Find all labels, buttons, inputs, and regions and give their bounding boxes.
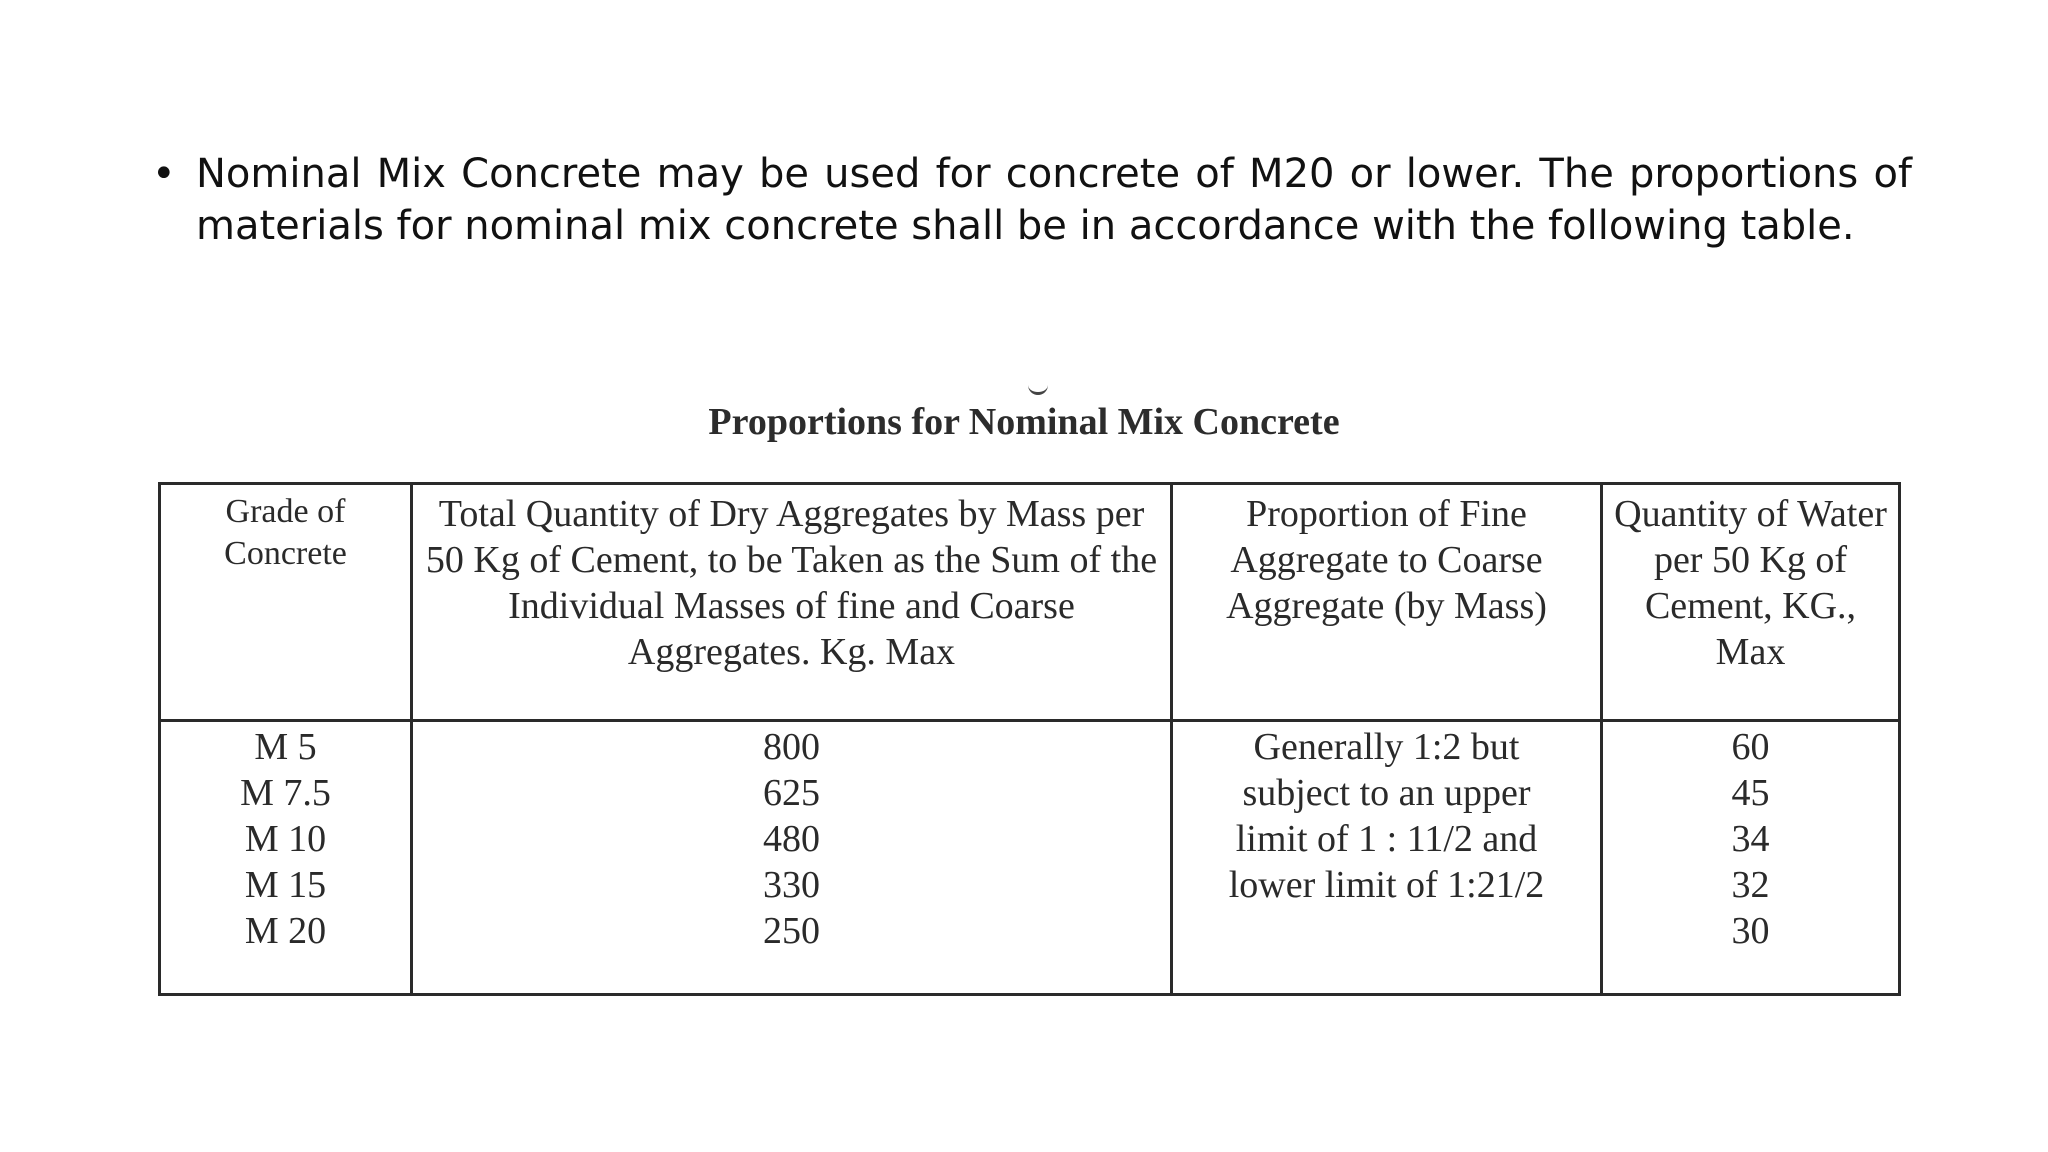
header-water: Quantity of Water per 50 Kg of Cement, KG., Max (1602, 484, 1900, 721)
aggregate-value: 330 (763, 864, 820, 906)
water-value: 32 (1731, 864, 1770, 906)
bullet-marker: • (152, 151, 176, 197)
aggregates-cell (412, 721, 1172, 995)
table-title: Proportions for Nominal Mix Concrete (708, 401, 1340, 443)
water-cell (1602, 721, 1900, 995)
grade-value: M 10 (244, 818, 327, 860)
aggregate-value: 250 (763, 910, 820, 952)
header-grade: Grade of Concrete (160, 484, 412, 721)
proportion-line: Generally 1:2 but (1253, 726, 1520, 768)
aggregate-value: 800 (763, 726, 820, 768)
grade-value: M 7.5 (240, 772, 331, 814)
header-aggregates: Total Quantity of Dry Aggregates by Mass per 50 Kg of Cement, to be Taken as the Sum of the Individual Masses of fine and Coarse Aggregates. Kg. Max (412, 484, 1172, 721)
proportion-cell (1172, 721, 1602, 995)
grade-value: M 20 (244, 910, 327, 952)
bullet-paragraph (152, 148, 1912, 252)
nominal-mix-table (158, 482, 1901, 996)
table-header-row (160, 484, 1900, 721)
grade-cell (160, 721, 412, 995)
grade-value: M 15 (244, 864, 327, 906)
proportion-line: lower limit of 1:21/2 (1228, 864, 1545, 906)
aggregate-value: 480 (763, 818, 820, 860)
aggregate-value: 625 (763, 772, 820, 814)
water-value: 45 (1731, 772, 1770, 814)
proportion-line: limit of 1 : 11/2 and (1235, 818, 1538, 860)
table-row (160, 721, 1900, 995)
bullet-text: Nominal Mix Concrete may be used for concrete of M20 or lower. The proportions of materials for nominal mix concrete shall be in accordance with the following table. (196, 151, 1912, 249)
breve-mark (1028, 382, 1048, 395)
header-proportion: Proportion of Fine Aggregate to Coarse Aggregate (by Mass) (1172, 484, 1602, 721)
proportion-line: subject to an upper (1242, 772, 1531, 814)
water-value: 30 (1731, 910, 1770, 952)
grade-value: M 5 (254, 726, 317, 768)
water-value: 34 (1731, 818, 1770, 860)
water-value: 60 (1731, 726, 1770, 768)
